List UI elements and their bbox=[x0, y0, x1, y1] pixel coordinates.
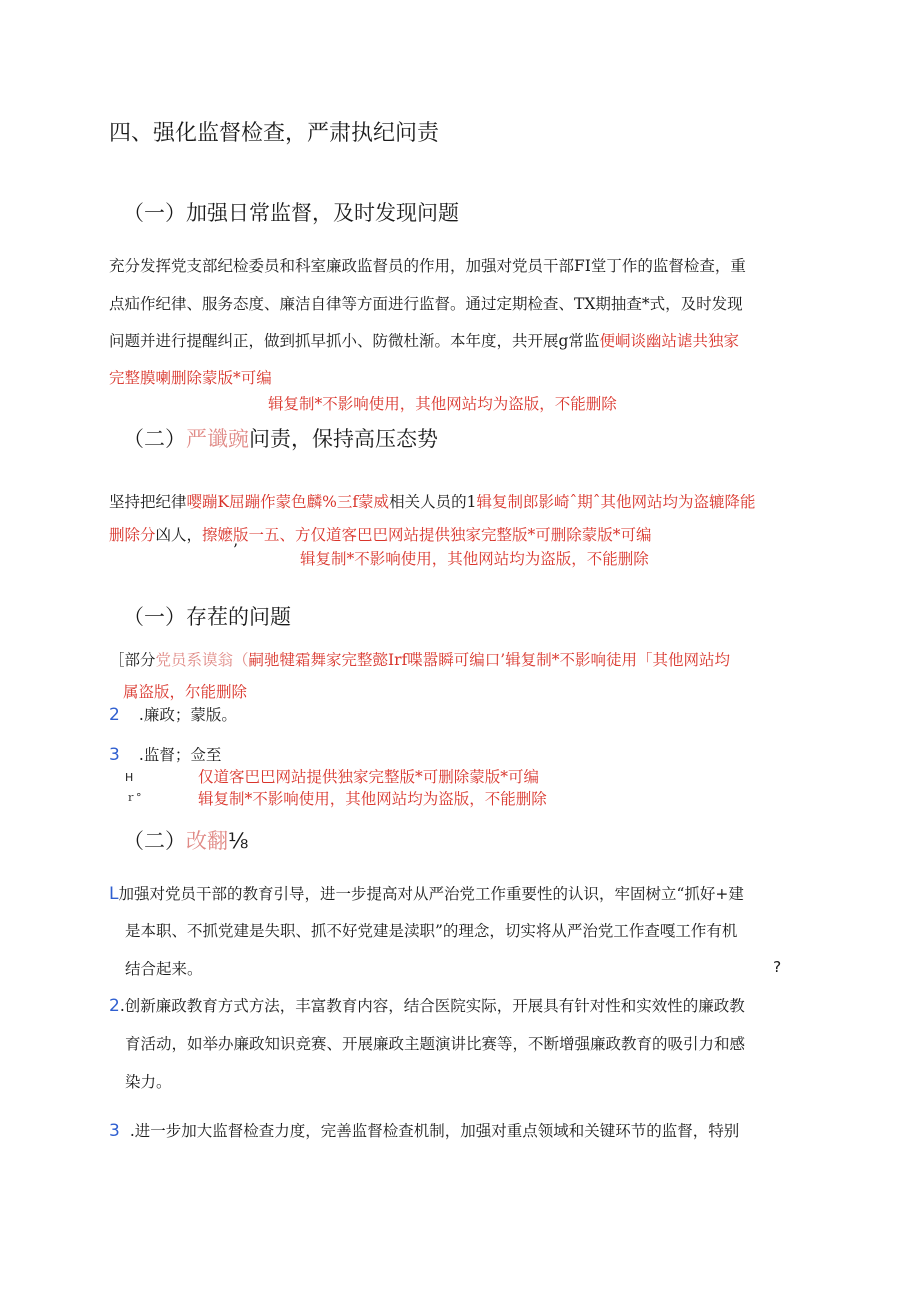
text-run: ［部分 bbox=[109, 651, 156, 669]
list-number: 3 bbox=[109, 745, 120, 765]
text-run: .进一步加大监督检查力度，完善监督检查机制，加强对重点领域和关键环节的监督，特别 bbox=[129, 1122, 740, 1140]
stray-mark: ｒ° bbox=[125, 791, 142, 804]
list-number: L bbox=[109, 884, 119, 904]
paragraph-line: 点疝作纪律、服务态度、廉洁自律等方面进行监督。通过定期检查、TX期抽查*式，及时发现 bbox=[109, 295, 743, 313]
list-text: .廉政；蒙版。 bbox=[138, 706, 237, 724]
list-item bbox=[109, 743, 221, 765]
paragraph-line: 结合起来。 bbox=[125, 960, 203, 978]
text-run: 加强对党员干部的教育引导，进一步提高对从严治党工作重要性的认识，牢固树立“抓好+建 bbox=[118, 885, 744, 903]
watermark-text: 属盗版，尔能删除 bbox=[123, 683, 248, 701]
paragraph-line bbox=[109, 329, 739, 351]
subsection-title-accountability bbox=[123, 423, 438, 453]
stray-mark: ? bbox=[773, 958, 782, 976]
paragraph-line bbox=[109, 490, 755, 512]
text-run: （二） bbox=[123, 829, 186, 853]
text-run: 凶人， bbox=[155, 526, 203, 544]
stray-mark: H bbox=[125, 771, 134, 784]
watermark-text: 辑复制*不影响使用，其他网站均为盗版，不能删除 bbox=[268, 395, 617, 413]
list-number: 2 bbox=[109, 996, 120, 1016]
watermark-text: 擦嬷版一五、方 bbox=[202, 526, 311, 544]
list-item-line bbox=[109, 882, 744, 904]
paragraph-line bbox=[109, 523, 652, 545]
list-text: .监督；佥至 bbox=[138, 746, 222, 764]
watermark-text: 辑复制*不影响徒用「其他网站均 bbox=[505, 651, 730, 669]
text-run: ⅛ bbox=[228, 829, 249, 853]
subsection-title-daily-supervision: （一）加强日常监督，及时发现问题 bbox=[123, 201, 459, 225]
text-run: .创新廉政教育方式方法，丰富教育内容，结合医院实际，开展具有针对性和实效性的廉政教 bbox=[119, 997, 745, 1015]
text-run: 问责，保持高压态势 bbox=[249, 427, 438, 451]
watermark-text: 辑复制郎影崎ˆ期ˆ其他网站均为盗辘降能 bbox=[476, 493, 756, 511]
list-item bbox=[109, 703, 237, 725]
stray-mark: ’ bbox=[233, 541, 238, 559]
watermark-text: 改翻 bbox=[186, 829, 228, 853]
watermark-text: 嘤蹦K屈蹦作蒙色麟%三f蒙威 bbox=[186, 493, 390, 511]
watermark-text: 党员系谟翁（ bbox=[155, 651, 249, 669]
section-title: 四、强化监督检查，严肃执纪问责 bbox=[109, 121, 440, 146]
paragraph-line: 是本职、不抓党建是失职、抓不好党建是渎职”的理念，切实将从严治党工作查嘎工作有机 bbox=[125, 922, 738, 940]
text-run: 问题并进行提醒纠正，做到抓早抓小、防微杜渐。本年度，共开展g常监 bbox=[109, 332, 600, 350]
list-number: 2 bbox=[109, 705, 120, 725]
watermark-text: 便峒谈幽站谑共独家 bbox=[599, 332, 739, 350]
paragraph-line bbox=[109, 648, 730, 670]
watermark-text: 严谶豌 bbox=[186, 427, 249, 451]
watermark-text: 仅道客巴巴网站提供独家完整版*可删除蒙版*可编 bbox=[198, 768, 540, 786]
watermark-text: 删除分 bbox=[109, 526, 156, 544]
paragraph-line: 育活动，如举办廉政知识竞赛、开展廉政主题演讲比赛等，不断增强廉政教育的吸引力和感 bbox=[125, 1035, 746, 1053]
list-item-line bbox=[109, 994, 745, 1016]
paragraph-line: 染力。 bbox=[125, 1073, 172, 1091]
watermark-text: 完整膜喇删除蒙版*可编 bbox=[109, 369, 272, 387]
subsection-title-rectification bbox=[123, 825, 248, 855]
list-number: 3 bbox=[109, 1121, 120, 1141]
text-run: （二） bbox=[123, 427, 186, 451]
text-run: 坚持把纪律 bbox=[109, 493, 187, 511]
text-run: 相关人员的1 bbox=[389, 493, 477, 511]
paragraph-line: 充分发挥党支部纪检委员和科室廉政监督员的作用，加强对党员干部FI堂丁作的监督检查，重 bbox=[109, 257, 746, 275]
subsection-title-problems: （一）存茬的问题 bbox=[123, 605, 291, 629]
watermark-text: 辑复制*不影响使用，其他网站均为盗版，不能删除 bbox=[198, 790, 547, 808]
watermark-text: 嗣驰犍霜舞家完整懿Irf喋嚣瞬可编口’ bbox=[248, 651, 506, 669]
watermark-text: 仅道客巴巴网站提供独家完整版*可删除蒙版*可编 bbox=[310, 526, 652, 544]
list-item-line bbox=[109, 1119, 739, 1141]
watermark-text: 辑复制*不影响使用，其他网站均为盗版，不能删除 bbox=[300, 550, 649, 568]
